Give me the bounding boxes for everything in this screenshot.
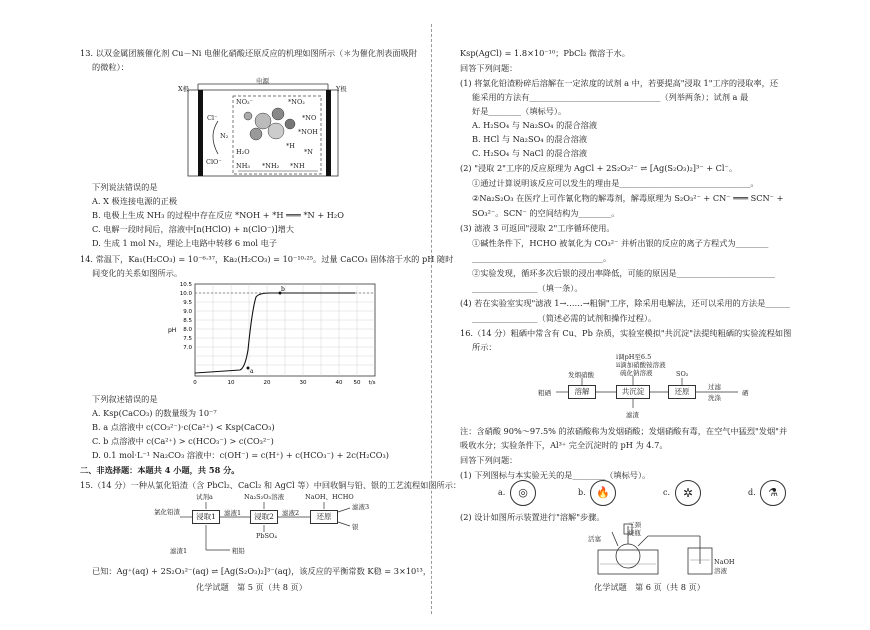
q16-dissolve-box: 溶解 [568,385,596,399]
q15-1-opt-b: B. HCl 与 Na₂SO₄ 的混合溶液 [472,134,588,144]
q15-2-line1: (2) "浸取 2"工序的反应原理为 AgCl + 2S₂O₃²⁻ ⇌ [Ag(S₂O₃)₂]³⁻ + Cl⁻。 [460,163,738,173]
right-page [438,0,858,630]
noh-label: *NOH [298,128,318,136]
svg-text:9.0: 9.0 [183,309,192,315]
q15-leach1-box: 浸取1 [192,510,220,524]
q15-flowchart [150,492,410,562]
power-label: 电源 [256,77,269,85]
q15-reagent-a: 试剂a [196,493,213,501]
q15-flow-lines [150,492,410,562]
q15-known: 已知：Ag⁺(aq) + 2S₂O₃²⁻(aq) ⇌ [Ag(S₂O₃)₂]³⁻(aq)，该反应的平衡常数 K稳 = 3×10¹³， [92,566,432,576]
q14-option-c: C. b 点溶液中 c(Ca²⁺) > c(HCO₃⁻) > c(CO₃²⁻) [92,436,274,446]
ph-time-chart [160,280,390,392]
q15-2-line4: SO₃²⁻。SCN⁻ 的空间结构为________。 [472,208,620,218]
fan-icon [675,480,701,506]
q14-stem-line2: 间变化的关系如图所示。 [92,268,183,278]
dissolve-apparatus [588,520,738,578]
svg-text:8.5: 8.5 [183,318,192,324]
q15-1-opt-a: A. H₂SO₄ 与 Na₂SO₄ 的混合溶液 [472,120,598,130]
q16-note1: ⅰ调pH至6.5 [616,353,652,361]
q16-crude: 粗硒 [538,389,551,397]
q13-intro: 下列说法错误的是 [92,182,158,192]
q15-4-line1: (4) 若在实验室实现"滤液 1→……→粗铜"工序，除采用电解法，还可以采用的方法是______ [460,298,790,308]
no3-label: NO₃⁻ [236,98,254,106]
q15-filtrate3-label: 滤液3 [352,503,370,511]
svg-text:50: 50 [353,380,361,386]
icon-c-label: c. [663,488,671,497]
q15-crude-pb-label: 粗铅 [232,547,245,555]
q15-reagent-2: Na₂S₂O₃溶液 [244,493,285,501]
q16-note3: 硫化钠溶液 [620,369,653,377]
q15-reagent-3: NaOH、HCHO [305,493,354,501]
q15-pbso4-label: PbSO₄ [256,532,277,540]
q16-stem-line1: 16.（14 分）粗硒中常含有 Cu、Pb 杂质，实验室模拟"共沉淀"法提纯粗硒的实验流程如图 [460,328,792,338]
valve-label: 活塞 [588,535,601,543]
fire-glyph: 🔥 [596,486,610,499]
nh2-label: *NH₂ [262,162,280,170]
svg-text:40: 40 [335,380,343,386]
goggles-glyph: ◎ [518,486,528,499]
svg-text:8.0: 8.0 [183,327,192,333]
q15-1-opt-c: C. H₂SO₄ 与 NaCl 的混合溶液 [472,148,588,158]
flask-label-2: 烧瓶 [628,529,641,537]
q13-option-a: A. X 极连接电源的正极 [92,196,178,206]
q15-3-line3: ________________________________。 [472,253,612,263]
icon-b-label: b. [578,488,586,497]
q15-3-line5: ________________（填一条）。 [472,283,583,293]
q15-silver-label: 银 [352,523,359,531]
q16-stem-line2: 所示： [472,342,497,352]
q14-intro: 下列叙述错误的是 [92,394,158,404]
q13-stem-line1: 13. 以双金属团簇催化剂 Cu－Ni 电催化硝酸还原反应的机理如图所示（＊为催化剂表面吸附 [80,48,417,58]
q15-reduce-box: 还原 [310,510,338,524]
svg-text:10.5: 10.5 [179,282,192,288]
q15-1-line2: 能采用的方法有________________________________（列举两条）；试剂 a 最 [472,92,749,102]
answer-intro: 回答下列问题： [460,63,518,73]
q16-wash: 洗涤 [708,394,721,402]
q15-2-line2: ①通过计算说明该反应可以发生的理由是________________________________。 [472,178,759,188]
nh3-label: NH₃ [236,162,250,170]
q13-stem-line2: 的微粒）： [92,62,129,72]
q14-option-a: A. Ksp(CaCO₃) 的数量级为 10⁻⁷ [92,408,217,418]
q15-2-line3: ②Na₂S₂O₃ 在医疗上可作氰化物的解毒剂，解毒原理为 S₂O₃²⁻ + CN⁻ ═══ SCN⁻ + [472,193,784,203]
q15-1-line3: 好是________（填标号）。 [472,106,567,116]
q14-option-b: B. a 点溶液中 c(CO₃²⁻)·c(Ca²⁺) < Ksp(CaCO₃) [92,422,275,432]
q14-stem-line1: 14. 常温下，Ka₁(H₂CO₃) = 10⁻⁶·³⁷，Ka₂(H₂CO₃) = 10⁻¹⁰·²⁵。过量 CaCO₃ 固体溶于水的 pH 随时 [80,254,454,264]
washbasin-icon [760,480,786,506]
nh-label: *NH [290,162,305,170]
svg-text:t/s: t/s [368,380,376,386]
q16-residue: 滤渣 [626,411,639,419]
q13-option-b: B. 电极上生成 NH₃ 的过程中存在反应 *NOH + *H ═══ *N + H₂O [92,210,344,220]
answer-intro-2: 回答下列问题： [460,455,518,465]
q16-note-line1: 注：含硝酸 90%～97.5% 的浓硝酸称为发烟硝酸；发烟硝酸有毒，在空气中猛烈"发烟"并 [460,426,788,436]
svg-text:pH: pH [168,327,177,334]
q16-note-line2: 吸收水分；实验条件下，Al³⁺ 完全沉淀时的 pH 为 4.7。 [460,440,668,450]
q14-option-d: D. 0.1 mol·L⁻¹ Na₂CO₃ 溶液中：c(OH⁻) = c(H⁺) + c(HCO₃⁻) + 2c(H₂CO₃) [92,450,389,460]
q13-option-c: C. 电解一段时间后，溶液中[n(HClO) + n(ClO⁻)]增大 [92,224,295,234]
q15-filtrate2-label: 滤液2 [282,509,300,517]
q15-3-line1: (3) 滤液 3 可返回"浸取 2"工序循环使用。 [460,223,615,233]
page-divider [431,24,432,614]
flask-label-1: 三颈 [628,521,641,529]
q16-reduce-box: 还原 [668,385,696,399]
left-footer: 化学试题 第 5 页（共 8 页） [196,582,307,592]
svg-text:10.0: 10.0 [179,291,192,297]
fire-icon [590,480,616,506]
y-electrode-label: Y极 [336,85,347,93]
naoh-solution-label: 溶液 [714,567,727,575]
q16-flowchart [538,352,768,424]
q15-stem: 15.（14 分）一种从氯化铅渣（含 PbCl₂、CaCl₂ 和 AgCl 等）中回收铜与铅、银的工艺流程如图所示： [80,480,462,490]
q15-3-line4: ②实验发现，循环多次后银的浸出率降低，可能的原因是________________________ [472,268,775,278]
svg-text:9.5: 9.5 [183,300,192,306]
q16-note2: ⅱ滴加硝酸铵溶液 [616,361,666,369]
svg-text:20: 20 [263,380,271,386]
cl-label: Cl⁻ [207,114,218,122]
q15-residue1-label: 滤渣1 [170,547,188,555]
svg-text:0: 0 [193,380,197,386]
h-label: *H [286,142,295,150]
top-line: Ksp(AgCl) = 1.8×10⁻¹⁰；PbCl₂ 微溶于水。 [460,48,630,58]
q15-4-line2: ________________（简述必需的试剂和操作过程）。 [472,313,657,323]
q16-1: (1) 下列图标与本实验无关的是________（填标号）。 [460,470,651,480]
naoh-label: NaOH [714,558,735,566]
q16-product: 硒 [742,389,749,397]
q15-1-line1: (1) 将氯化铅渣粉碎后溶解在一定浓度的试剂 a 中，若要提高"浸取 1"工序的浸取率，还 [460,78,779,88]
right-footer: 化学试题 第 6 页（共 8 页） [594,582,705,592]
q15-filtrate1-label: 滤液1 [224,509,242,517]
q16-coprecip-box: 共沉淀 [616,385,650,399]
q15-raw-material: 氯化铅渣 [154,508,180,516]
svg-text:b: b [281,286,285,293]
section-2-heading: 二、非选择题：本题共 4 小题，共 58 分。 [80,465,240,475]
fan-glyph: ✲ [682,486,694,500]
q13-option-d: D. 生成 1 mol N₂，理论上电路中转移 6 mol 电子 [92,238,278,248]
x-electrode-label: X极 [178,85,190,93]
svg-text:10: 10 [227,380,235,386]
clo-label: ClO⁻ [206,158,222,166]
n-label: *N [304,148,313,156]
svg-text:7.0: 7.0 [183,345,192,351]
q16-so2: SO₂ [676,370,689,378]
q15-leach2-box: 浸取2 [250,510,278,524]
n2-label: N₂ [220,132,229,140]
goggles-icon [510,480,536,506]
h2o-label: H₂O [236,148,250,156]
no2-label: *NO₂ [288,98,305,106]
svg-text:30: 30 [299,380,307,386]
no-label: *NO [302,114,317,122]
q13-electrolysis-figure [178,76,358,180]
svg-text:a: a [250,368,254,375]
q16-reagent: 发烟硝酸 [568,371,594,379]
icon-a-label: a. [498,488,506,497]
q15-3-line2: ①碱性条件下，HCHO 被氧化为 CO₃²⁻ 并析出银的反应的离子方程式为________ [472,238,769,248]
washbasin-glyph: ⚗ [768,486,778,499]
q16-filter: 过滤 [708,383,721,391]
safety-icons-row [498,480,828,510]
q16-2: (2) 设计如图所示装置进行"溶解"步骤。 [460,512,605,522]
icon-d-label: d. [748,488,756,497]
svg-text:7.5: 7.5 [183,336,192,342]
